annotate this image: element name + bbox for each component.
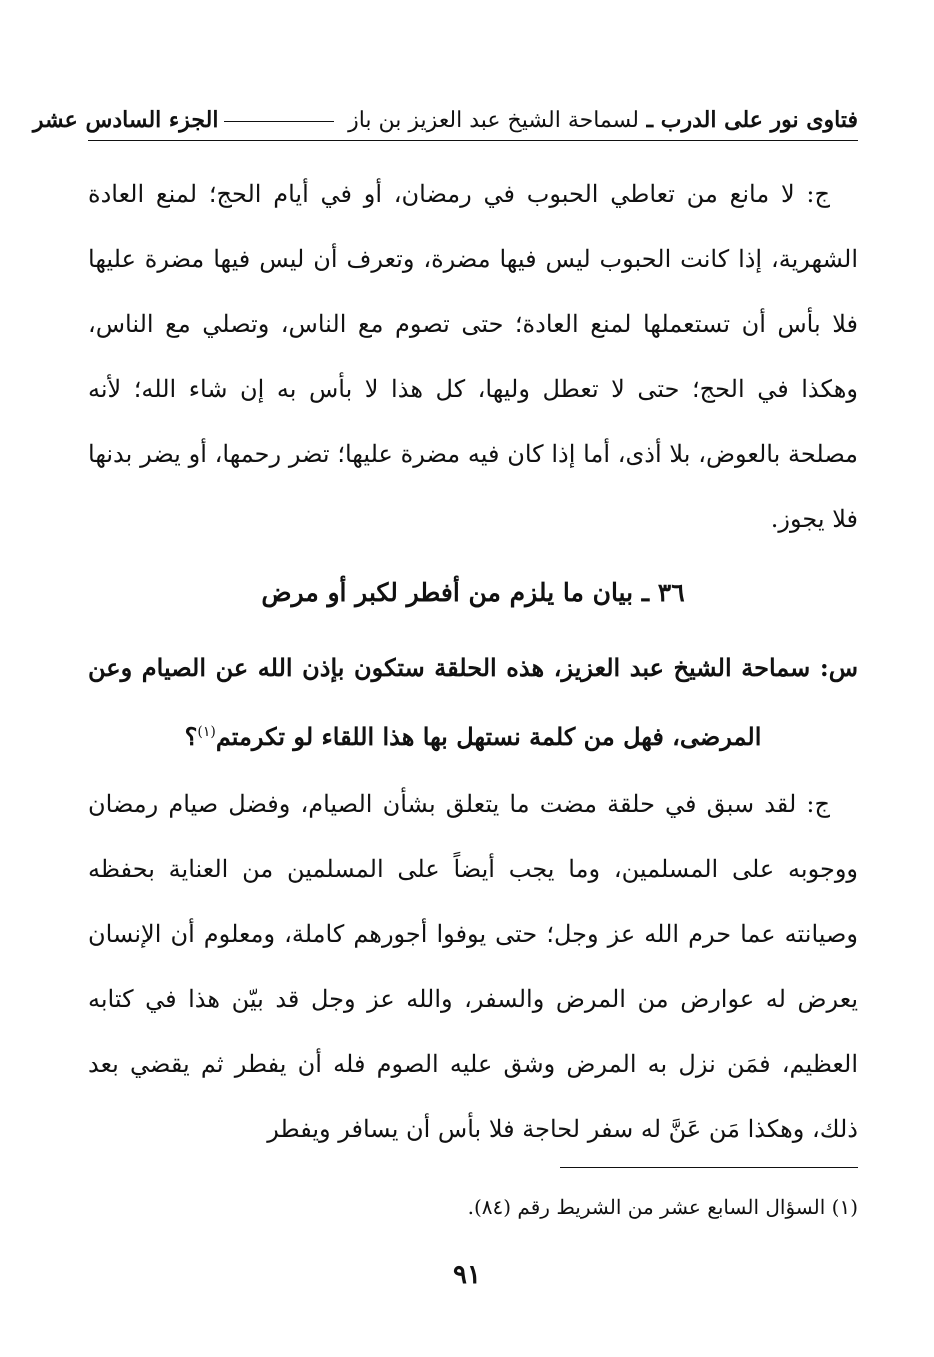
book-title: فتاوى نور على الدرب: [660, 107, 858, 133]
answer-paragraph-1: [88, 162, 858, 552]
author-name: لسماحة الشيخ عبد العزيز بن باز: [348, 108, 639, 133]
answer-paragraph-2: [88, 772, 858, 1162]
footnote-ref: (١): [197, 724, 216, 740]
header-book-author: فتاوى نور على الدرب ـ لسماحة الشيخ عبد العزيز بن باز: [218, 107, 858, 133]
answer-text-2: ج: لقد سبق في حلقة مضت ما يتعلق بشأن الصيام، وفضل صيام رمضان ووجوبه على المسلمين، وما يجب أيضاً على المسلمين من العناية بحفظه وصيانته عما حرم الله عز وجل؛ حتى يوفوا أجورهم كاملة، ومعلوم أن الإنسان يعرض له عوارض من المرض والسفر، والله عز وجل قد بيّن هذا في كتابه العظيم، فمَن نزل به المرض وشق عليه الصوم فله أن يفطر ثم يقضي بعد ذلك، وهكذا مَن عَنَّ له سفر لحاجة فلا بأس أن يسافر ويفطر: [88, 790, 858, 1143]
header-rule: [224, 121, 334, 122]
question-text: س: سماحة الشيخ عبد العزيز، هذه الحلقة ستكون بإذن الله عن الصيام وعن المرضى، فهل من كلمة نستهل بها هذا اللقاء لو تكرمتم: [88, 653, 858, 751]
footnote: (١) السؤال السابع عشر من الشريط رقم (٨٤).: [467, 1195, 858, 1219]
footnote-divider: [560, 1167, 858, 1168]
question-mark: ؟: [184, 722, 198, 751]
page-number: ٩١: [453, 1260, 481, 1290]
volume-label: الجزء السادس عشر: [32, 107, 219, 133]
question-paragraph: [88, 636, 858, 769]
running-header: [32, 100, 858, 141]
answer-text-1: ج: لا مانع من تعاطي الحبوب في رمضان، أو في أيام الحج؛ لمنع العادة الشهرية، إذا كانت الحبوب ليس فيها مضرة، وتعرف أن ليس فيها مضرة عليها فلا بأس أن تستعملها لمنع العادة؛ حتى تصوم مع الناس، وتصلي مع الناس، وهكذا في الحج؛ حتى لا تعطل وليها، كل هذا لا بأس به إن شاء الله؛ لأنه مصلحة بالعوض، بلا أذى، أما إذا كان فيه مضرة عليها؛ تضر رحمها، أو يضر بدنها فلا يجوز.: [88, 180, 858, 533]
section-title: ٣٦ ـ بيان ما يلزم من أفطر لكبر أو مرض: [261, 578, 685, 607]
